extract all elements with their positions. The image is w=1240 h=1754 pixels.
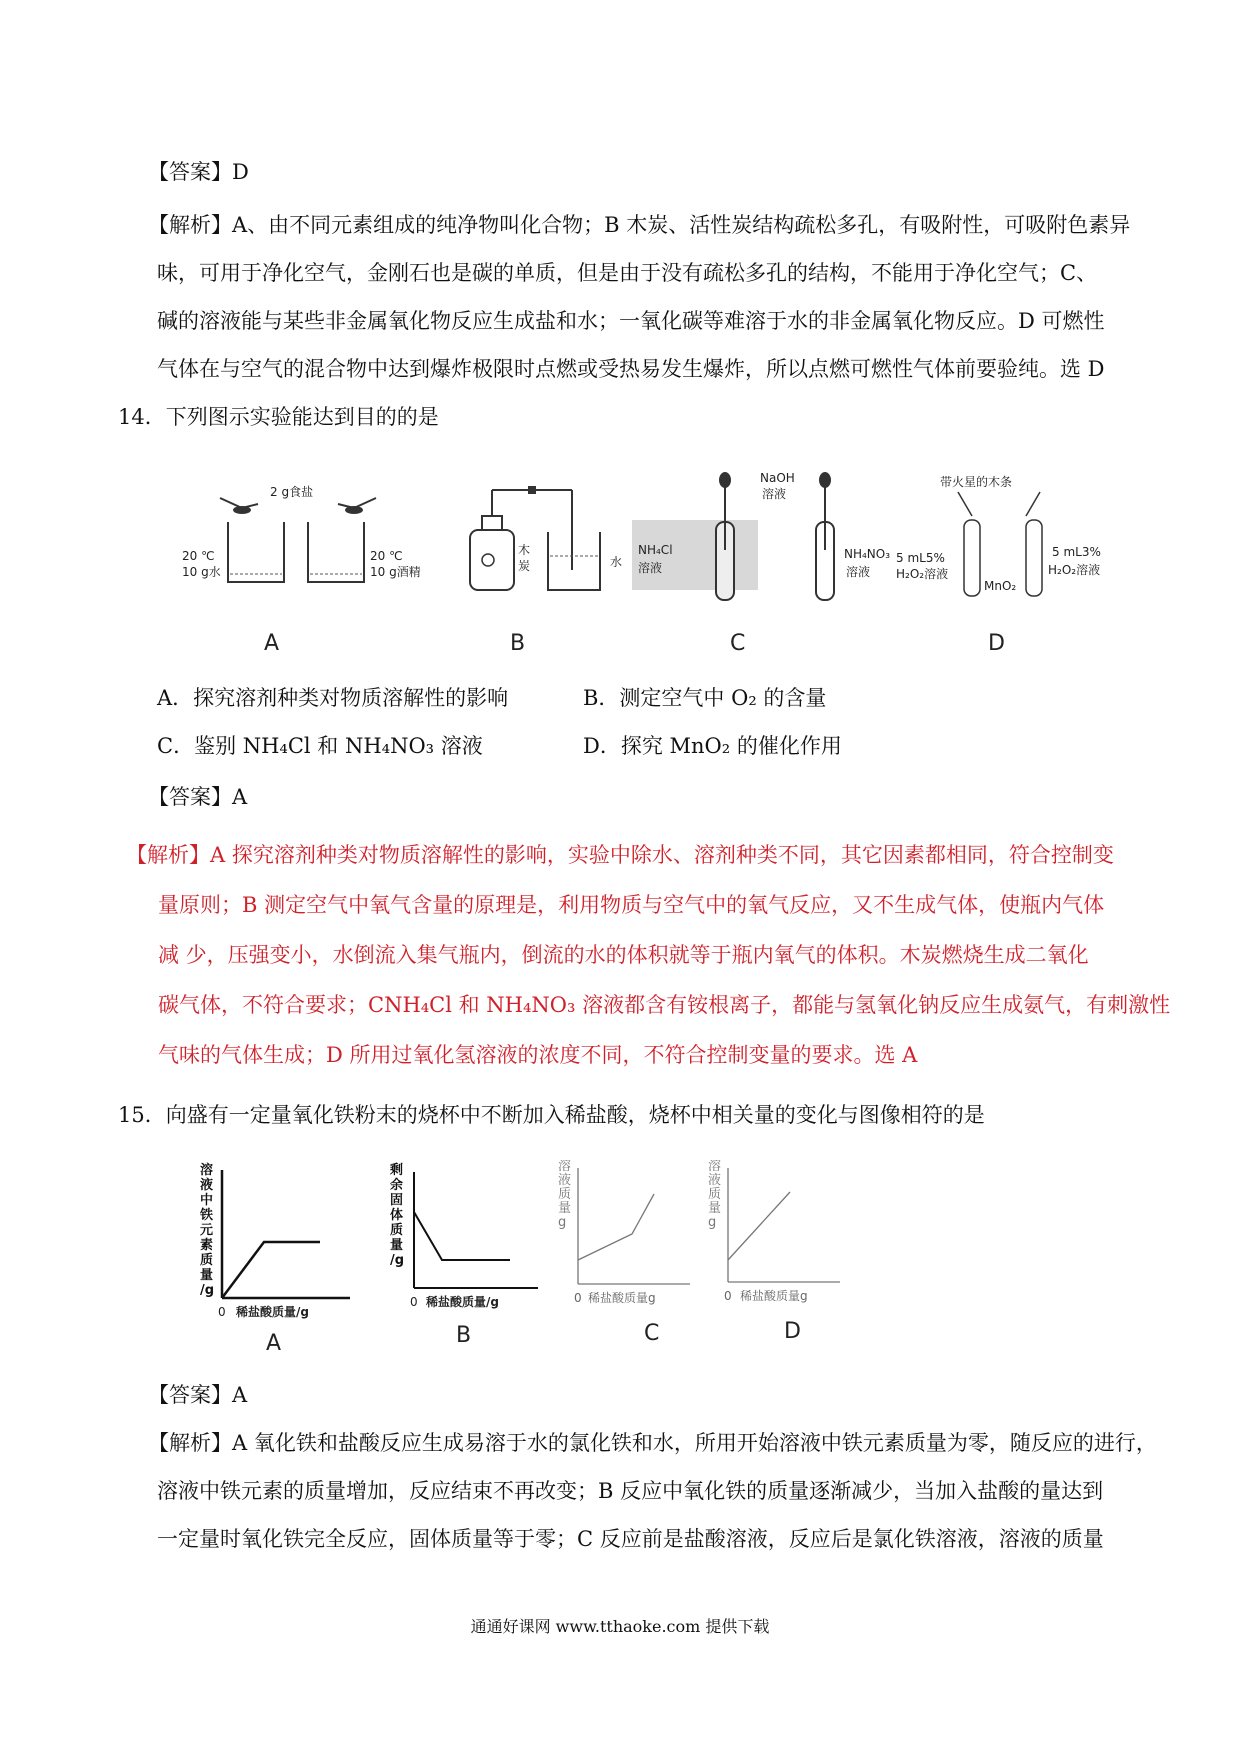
fig15-b-origin: 0 [410,1295,418,1309]
fig15-b-ylabel-char: /g [390,1253,405,1268]
fig15-d-xlabel: 稀盐酸质量g [740,1289,808,1303]
fig15-a-ylabel-char: 元 [200,1223,214,1238]
fig15-c-ylabel-char: 溶 [558,1160,572,1174]
option-14-b: B．测定空气中 O₂ 的含量 [583,686,827,710]
question-14: 14．下列图示实验能达到目的的是 [118,405,439,429]
explanation-13-line-2: 味，可用于净化空气，金刚石也是碳的单质，但是由于没有疏松多孔的结构，不能用于净化空气；C、 [157,261,1098,285]
fig15-graph-a [199,1162,350,1356]
fig15-a-ylabel-char: 溶 [200,1163,214,1178]
explanation-13-line-3: 碱的溶液能与某些非金属氧化物反应生成盐和水；一氧化碳等难溶于水的非金属氧化物反应。D 可燃性 [157,309,1105,333]
fig15-a-origin: 0 [218,1305,226,1319]
fig14-c-caption: C [730,631,746,656]
fig15-d-origin: 0 [724,1289,732,1303]
fig15-b-ylabel-char: 体 [390,1208,404,1223]
fig15-d-caption: D [784,1319,801,1344]
fig15-d-ylabel-char: 质 [708,1187,722,1202]
fig15-c-ylabel-char: 质 [558,1187,572,1202]
fig15-a-xlabel: 稀盐酸质量/g [236,1305,309,1319]
fig14-d-mno2: MnO₂ [984,579,1017,593]
figure-14 [180,470,1140,670]
answer-14: 【答案】A [148,785,248,809]
fig15-a-ylabel-char: 质 [200,1253,214,1268]
fig15-d-ylabel-char: g [708,1215,717,1230]
explanation-14-line-4: 碳气体，不符合要求；CNH₄Cl 和 NH₄NO₃ 溶液都含有铵根离子，都能与氢氧化钠反应生成氨气，有刺激性 [158,993,1171,1017]
fig15-b-ylabel-char: 量 [390,1238,404,1253]
explanation-13-line-1: 【解析】A、由不同元素组成的纯净物叫化合物；B 木炭、活性炭结构疏松多孔，有吸附性，可吸附色素异 [148,213,1131,237]
fig14-d-right-volume: 5 mL3% [1052,545,1101,559]
fig14-d-left-solution: H₂O₂溶液 [896,567,949,581]
explanation-14-line-2: 量原则；B 测定空气中氧气含量的原理是，利用物质与空气中的氧气反应，又不生成气体，使瓶内气体 [158,893,1105,917]
explanation-15-line-3: 一定量时氧化铁完全反应，固体质量等于零；C 反应前是盐酸溶液，反应后是氯化铁溶液，溶液的质量 [157,1527,1104,1551]
fig15-c-xlabel: 稀盐酸质量g [588,1291,656,1305]
fig14-c-left-solution: 溶液 [638,561,663,575]
fig15-b-xlabel: 稀盐酸质量/g [426,1295,499,1309]
explanation-15-line-1: 【解析】A 氧化铁和盐酸反应生成易溶于水的氯化铁和水，所用开始溶液中铁元素质量为零，随反应的进行， [148,1431,1157,1455]
fig15-graph-c [558,1160,690,1346]
fig14-a-left-solvent: 10 g水 [182,565,221,579]
fig14-d-left-volume: 5 mL5% [896,551,945,565]
fig15-a-caption: A [266,1331,282,1356]
explanation-14-line-3: 减 少，压强变小，水倒流入集气瓶内，倒流的水的体积就等于瓶内氧气的体积。木炭燃烧生成二氧化 [158,943,1089,967]
fig15-b-ylabel-char: 质 [390,1223,404,1238]
fig14-a-right-temp: 20 ℃ [370,549,403,563]
fig14-b-water: 水 [610,555,623,569]
fig15-d-ylabel-char: 溶 [708,1160,722,1174]
explanation-13-line-4: 气体在与空气的混合物中达到爆炸极限时点燃或受热易发生爆炸，所以点燃可燃性气体前要验纯。选 D [157,357,1105,381]
answer-13: 【答案】D [148,160,249,184]
fig14-c-right-reagent: NH₄NO₃ [844,547,891,561]
fig14-c-naoh-solution: 溶液 [762,487,787,501]
figure-15 [180,1160,900,1360]
option-14-a: A．探究溶剂种类对物质溶解性的影响 [157,686,509,710]
fig14-a-salt-label: 2 g食盐 [270,485,314,499]
fig14-d-right-solution: H₂O₂溶液 [1048,563,1101,577]
fig14-d-caption: D [988,631,1005,656]
answer-15: 【答案】A [148,1383,248,1407]
option-14-c: C．鉴别 NH₄Cl 和 NH₄NO₃ 溶液 [157,734,483,758]
option-14-d: D．探究 MnO₂ 的催化作用 [583,734,842,758]
fig14-c-naoh: NaOH [760,471,795,485]
fig14-panel-b [470,486,622,656]
fig15-a-ylabel-char: 中 [200,1193,214,1208]
fig14-a-right-solvent: 10 g酒精 [370,565,421,579]
fig14-b-caption: B [510,631,526,656]
fig14-panel-d [896,474,1101,656]
fig14-c-left-reagent: NH₄Cl [638,543,673,557]
fig15-c-origin: 0 [574,1291,582,1305]
fig15-a-ylabel-char: 量 [200,1268,214,1283]
fig15-graph-b [390,1162,538,1348]
fig14-panel-a [182,484,421,656]
fig15-b-ylabel-char: 剩 [390,1163,404,1178]
fig15-b-ylabel-char: 余 [390,1178,404,1193]
question-15: 15．向盛有一定量氧化铁粉末的烧杯中不断加入稀盐酸，烧杯中相关量的变化与图像相符的是 [118,1103,985,1127]
fig14-a-caption: A [264,631,280,656]
fig15-a-ylabel-char: /g [200,1283,215,1298]
fig15-a-ylabel-char: 素 [200,1238,214,1253]
fig15-c-ylabel-char: 量 [558,1201,572,1216]
fig14-c-right-solution: 溶液 [846,565,871,579]
fig14-b-charcoal-2: 炭 [518,559,531,573]
fig15-d-ylabel-char: 液 [708,1173,722,1188]
fig15-a-ylabel-char: 液 [200,1178,214,1193]
explanation-14-line-1: 【解析】A 探究溶剂种类对物质溶解性的影响，实验中除水、溶剂种类不同，其它因素都相同，符合控制变 [126,843,1114,867]
explanation-15-line-2: 溶液中铁元素的质量增加，反应结束不再改变；B 反应中氧化铁的质量逐渐减少，当加入盐酸的量达到 [157,1479,1104,1503]
fig14-b-charcoal-1: 木 [518,543,531,557]
fig14-panel-c [632,471,890,656]
fig15-c-ylabel-char: 液 [558,1173,572,1188]
fig15-c-caption: C [644,1321,660,1346]
explanation-14-line-5: 气味的气体生成；D 所用过氧化氢溶液的浓度不同，不符合控制变量的要求。选 A [158,1043,918,1067]
page-footer: 通通好课网 www.tthaoke.com 提供下载 [470,1617,770,1636]
fig15-b-ylabel-char: 固 [390,1193,404,1208]
fig15-c-ylabel-char: g [558,1215,567,1230]
fig15-b-caption: B [456,1323,472,1348]
fig15-graph-d [708,1160,840,1344]
fig14-d-splint: 带火星的木条 [940,475,1013,489]
fig15-d-ylabel-char: 量 [708,1201,722,1216]
fig14-a-left-temp: 20 ℃ [182,549,215,563]
fig15-a-ylabel-char: 铁 [200,1208,214,1223]
